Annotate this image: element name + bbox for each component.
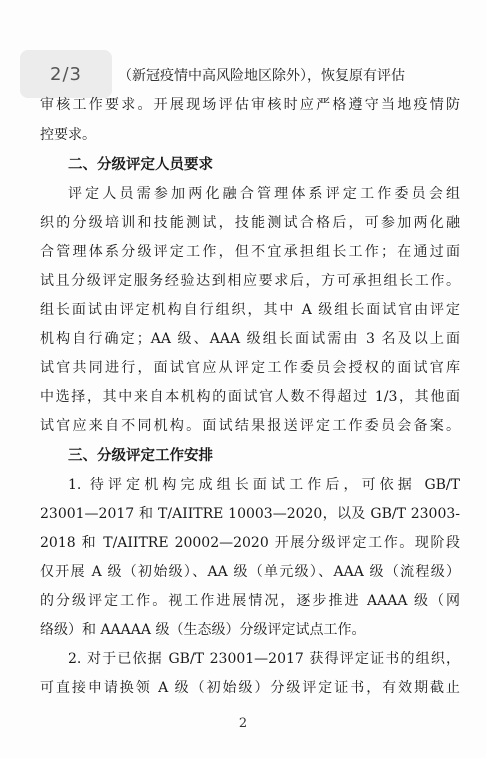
paragraph-line: （新冠疫情中高风险地区除外），恢复原有评估: [118, 68, 405, 84]
paragraph-line: 合管理体系分级评定工作，但不宜承担组长工作；在通过面: [40, 244, 460, 260]
page-indicator-badge: 2/3: [20, 50, 112, 98]
paragraph-line: 试官共同进行，面试官应从评定工作委员会授权的面试官库: [40, 360, 460, 376]
paragraph-line: 1. 待评定机构完成组长面试工作后，可依据 GB/T: [68, 477, 460, 493]
paragraph-line: 机构自行确定；AA 级、AAA 级组长面试需由 3 名及以上面: [40, 331, 460, 347]
paragraph-line: 可直接申请换领 A 级（初始级）分级评定证书，有效期截止: [40, 680, 460, 696]
paragraph-line: 试官应来自不同机构。面试结果报送评定工作委员会备案。: [40, 418, 460, 434]
paragraph-line: 2. 对于已依据 GB/T 23001—2017 获得评定证书的组织，: [68, 651, 460, 667]
section-heading: 二、分级评定人员要求: [68, 157, 213, 173]
page-number: 2: [238, 716, 248, 731]
paragraph-line: 评定人员需参加两化融合管理体系评定工作委员会组: [68, 186, 460, 202]
paragraph-line: 的分级评定工作。视工作进展情况，逐步推进 AAAA 级（网: [40, 593, 460, 609]
paragraph-line: 中选择，其中来自本机构的面试官人数不得超过 1/3，其他面: [40, 389, 460, 405]
paragraph-line: 审核工作要求。开展现场评估审核时应严格遵守当地疫情防: [40, 97, 460, 113]
paragraph-line: 控要求。: [40, 127, 96, 143]
paragraph-line: 仅开展 A 级（初始级）、AA 级（单元级）、AAA 级（流程级）: [40, 564, 460, 580]
paragraph-line: 23001—2017 和 T/AIITRE 10003—2020，以及 GB/T 23003-: [40, 506, 460, 522]
paragraph-line: 组长面试由评定机构自行组织，其中 A 级组长面试官由评定: [40, 302, 460, 318]
paragraph-line: 络级）和 AAAAA 级（生态级）分级评定试点工作。: [40, 622, 366, 638]
paragraph-line: 试且分级评定服务经验达到相应要求后，方可承担组长工作。: [40, 273, 460, 289]
paragraph-line: 2018 和 T/AIITRE 20002—2020 开展分级评定工作。现阶段: [40, 535, 460, 551]
paragraph-line: 织的分级培训和技能测试，技能测试合格后，可参加两化融: [40, 215, 460, 231]
section-heading: 三、分级评定工作安排: [68, 448, 213, 464]
